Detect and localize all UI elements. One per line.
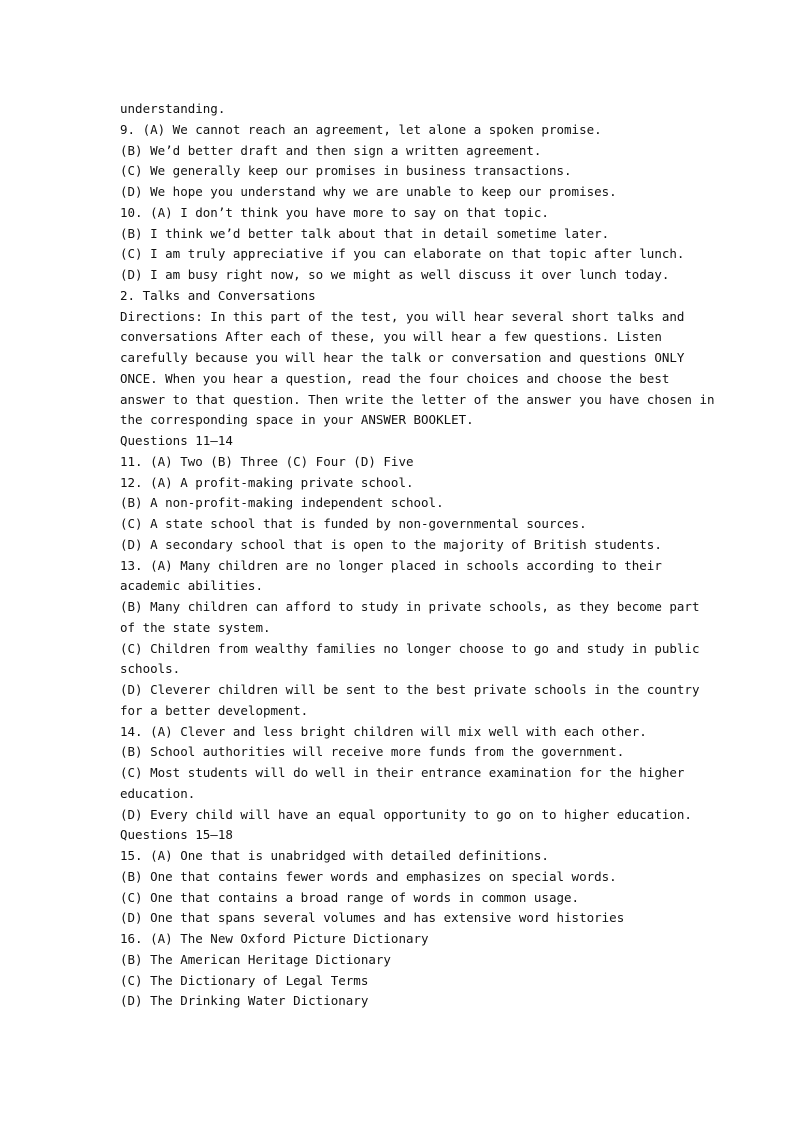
- option-14d: (D) Every child will have an equal opportunity to go on to higher education.: [120, 806, 692, 822]
- option-10b: (B) I think we’d better talk about that in detail sometime later.: [120, 225, 610, 241]
- option-13b-cont: of the state system.: [120, 619, 271, 635]
- option-14c: (C) Most students will do well in their entrance examination for the higher: [120, 765, 685, 780]
- text-line: understanding.: [120, 101, 226, 116]
- document-body: [120, 99, 715, 1012]
- section-heading: 2. Talks and Conversations: [120, 287, 316, 303]
- question-15: 15. (A) One that is unabridged with detailed definitions.: [120, 848, 549, 863]
- option-12c: (C) A state school that is funded by non-governmental sources.: [120, 516, 587, 531]
- option-9c: (C) We generally keep our promises in business transactions.: [120, 163, 572, 179]
- question-13: 13. (A) Many children are no longer placed in schools according to their: [120, 557, 662, 573]
- question-13-cont: academic abilities.: [120, 578, 263, 594]
- option-14c-cont: education.: [120, 785, 196, 801]
- option-16d: (D) The Drinking Water Dictionary: [120, 993, 369, 1009]
- option-12b: (B) A non-profit-making independent school.: [120, 495, 444, 511]
- question-group-heading: Questions 11—14: [120, 433, 233, 448]
- directions-text: conversations After each of these, you will hear a few questions. Listen: [120, 329, 662, 345]
- question-10: 10. (A) I don’t think you have more to say on that topic.: [120, 204, 549, 220]
- directions-text: carefully because you will hear the talk or conversation and questions ONLY: [120, 350, 685, 365]
- option-14b: (B) School authorities will receive more funds from the government.: [120, 744, 625, 760]
- question-9: 9. (A) We cannot reach an agreement, let alone a spoken promise.: [120, 121, 602, 137]
- question-12: 12. (A) A profit-making private school.: [120, 474, 414, 490]
- option-15c: (C) One that contains a broad range of words in common usage.: [120, 889, 580, 905]
- option-13d: (D) Cleverer children will be sent to the best private schools in the country: [120, 682, 700, 697]
- option-10d: (D) I am busy right now, so we might as well discuss it over lunch today.: [120, 267, 670, 282]
- question-16: 16. (A) The New Oxford Picture Dictionary: [120, 931, 429, 946]
- question-group-heading: Questions 15—18: [120, 827, 233, 843]
- option-9d: (D) We hope you understand why we are unable to keep our promises.: [120, 184, 617, 199]
- question-11: 11. (A) Two (B) Three (C) Four (D) Five: [120, 453, 414, 469]
- directions-text: answer to that question. Then write the letter of the answer you have chosen in: [120, 391, 715, 407]
- option-13d-cont: for a better development.: [120, 702, 309, 718]
- directions-text: ONCE. When you hear a question, read the four choices and choose the best: [120, 370, 670, 386]
- option-15b: (B) One that contains fewer words and emphasizes on special words.: [120, 868, 617, 884]
- question-14: 14. (A) Clever and less bright children will mix well with each other.: [120, 723, 647, 739]
- option-13b: (B) Many children can afford to study in private schools, as they become part: [120, 599, 700, 614]
- option-12d: (D) A secondary school that is open to the majority of British students.: [120, 536, 662, 552]
- option-16c: (C) The Dictionary of Legal Terms: [120, 972, 369, 988]
- option-13c: (C) Children from wealthy families no longer choose to go and study in public: [120, 640, 700, 656]
- directions-text: Directions: In this part of the test, you will hear several short talks and: [120, 308, 685, 324]
- directions-text: the corresponding space in your ANSWER BOOKLET.: [120, 412, 474, 428]
- option-10c: (C) I am truly appreciative if you can elaborate on that topic after lunch.: [120, 246, 685, 262]
- option-16b: (B) The American Heritage Dictionary: [120, 951, 391, 967]
- option-9b: (B) We’d better draft and then sign a written agreement.: [120, 142, 542, 158]
- option-15d: (D) One that spans several volumes and has extensive word histories: [120, 910, 625, 926]
- option-13c-cont: schools.: [120, 661, 181, 677]
